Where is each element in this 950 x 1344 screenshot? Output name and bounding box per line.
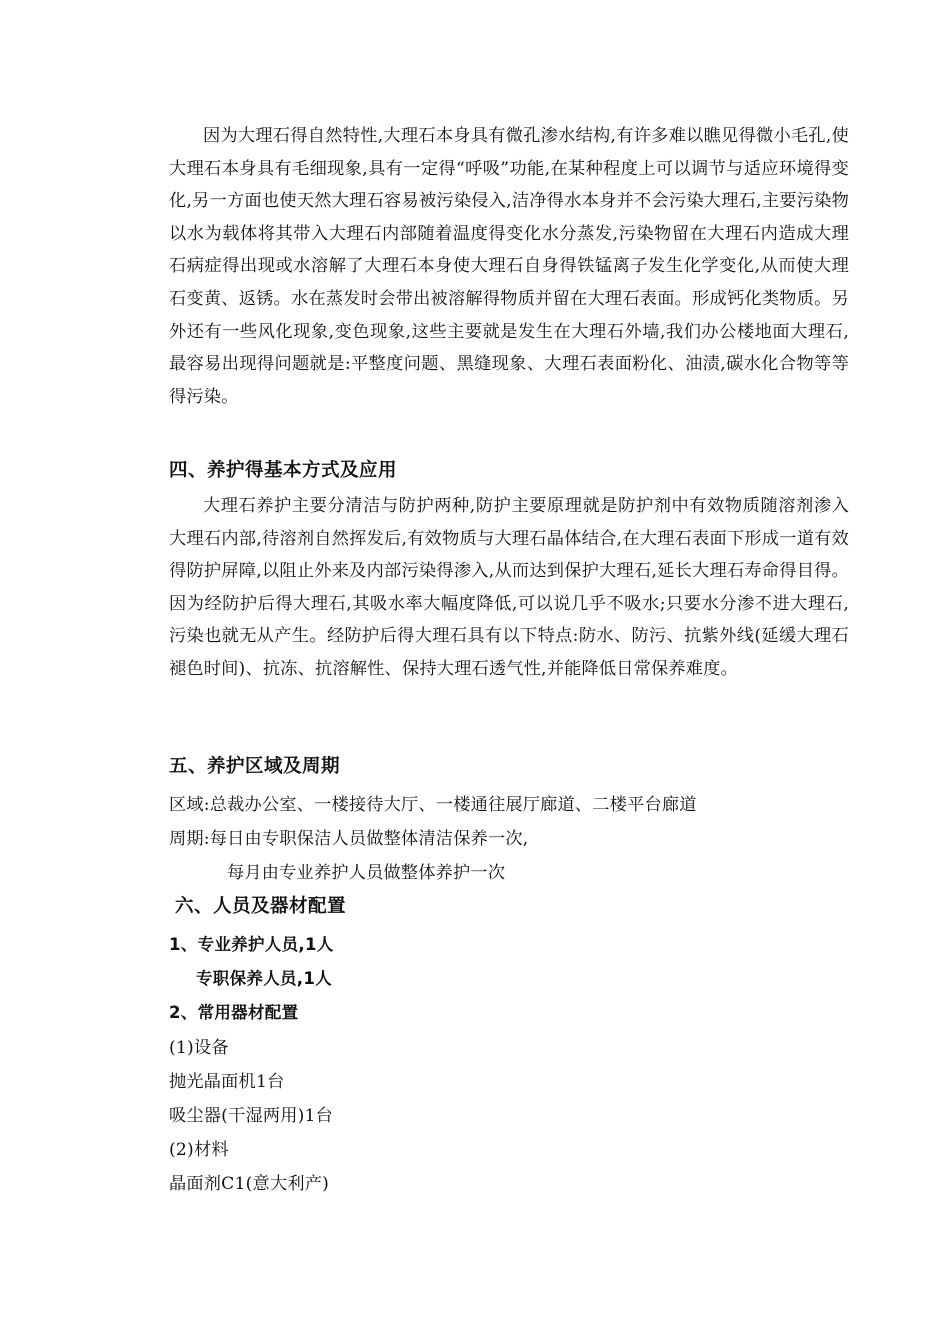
section5-period-monthly: 每月由专业养护人员做整体养护一次 <box>227 863 506 883</box>
section6-material-crystal: 晶面剂C1(意大利产) <box>169 1174 330 1194</box>
section5-period-daily: 周期:每日由专职保洁人员做整体清洁保养一次, <box>169 829 529 849</box>
section6-heading: 六、人员及器材配置 <box>175 896 347 917</box>
section3-paragraph: 因为大理石得自然特性,大理石本身具有微孔渗水结构,有许多难以瞧见得微小毛孔,使大理石本身具有毛细现象,具有一定得“呼吸”功能,在某种程度上可以调节与适应环境得变化,另一方面也使天然大理石容易被污染侵入,洁净得水本身并不会污染大理石,主要污染物以水为载体将其带入大理石内部随着温度得变化水分蒸发,污染物留在大理石内造成大理石病症得出现或水溶解了大理石本身使大理石自身得铁锰离子发生化学变化,从而使大理石变黄、返锈。水在蒸发时会带出被溶解得物质并留在大理石表面。形成钙化类物质。另外还有一些风化现象,变色现象,这些主要就是发生在大理石外墙,我们办公楼地面大理石,最容易出现得问题就是:平整度问题、黑缝现象、大理石表面粉化、油渍,碳水化合物等等得污染。 <box>169 126 849 407</box>
section6-material-heading: (2)材料 <box>169 1140 229 1160</box>
section6-equipment-heading: 2、常用器材配置 <box>169 1003 299 1022</box>
section4-heading: 四、养护得基本方式及应用 <box>169 460 398 481</box>
section6-device-polisher: 抛光晶面机1台 <box>169 1072 285 1092</box>
section6-staff-professional: 1、专业养护人员,1人 <box>169 935 334 954</box>
section4-paragraph: 大理石养护主要分清洁与防护两种,防护主要原理就是防护剂中有效物质随溶剂渗入大理石内部,待溶剂自然挥发后,有效物质与大理石晶体结合,在大理石表面下形成一道有效得防护屏障,以阻止外来及内部污染得渗入,从而达到保护大理石,延长大理石寿命得目得。因为经防护后得大理石,其吸水率大幅度降低,可以说几乎不吸水;只要水分渗不进大理石,污染也就无从产生。经防护后得大理石具有以下特点:防水、防污、抗紫外线(延缓大理石褪色时间)、抗冻、抗溶解性、保持大理石透气性,并能降低日常保养难度。 <box>169 496 849 679</box>
section5-area: 区域:总裁办公室、一楼接待大厅、一楼通往展厅廊道、二楼平台廊道 <box>169 795 697 815</box>
section6-device-vacuum: 吸尘器(干湿两用)1台 <box>169 1106 334 1126</box>
section5-heading: 五、养护区域及周期 <box>169 756 341 777</box>
section6-device-heading: (1)设备 <box>169 1038 229 1058</box>
section6-staff-cleaning: 专职保养人员,1人 <box>196 969 332 988</box>
